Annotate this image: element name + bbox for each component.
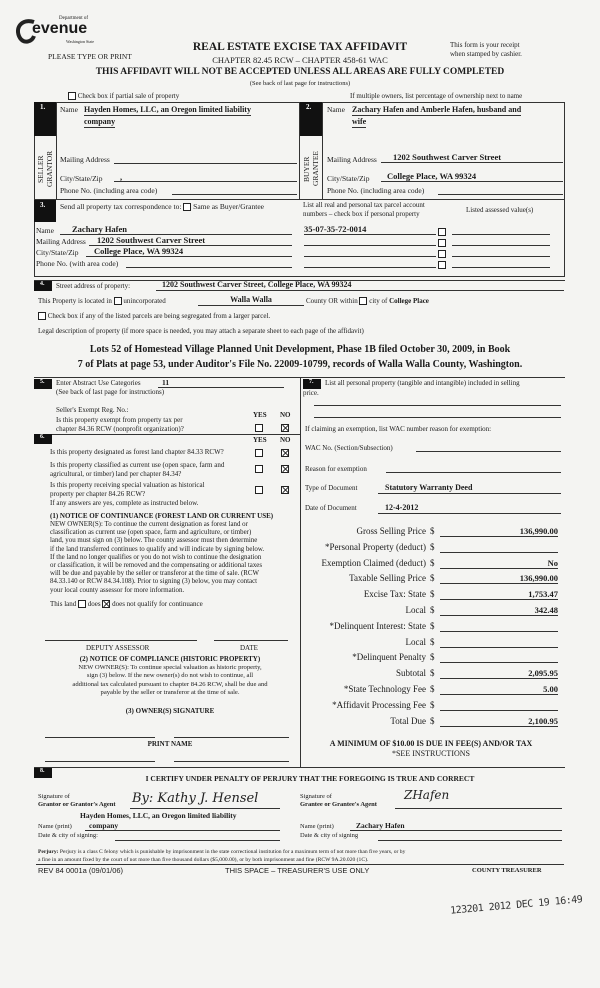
amount-row xyxy=(300,668,562,684)
form-chapter: CHAPTER 82.45 RCW – CHAPTER 458-61 WAC xyxy=(212,55,388,65)
buyer-phone-label: Phone No. (including area code) xyxy=(327,186,425,195)
notice-line: if the land transferred continues to qualify and will indicate by signing below. xyxy=(50,545,265,553)
deputy-assessor-label: DEPUTY ASSESSOR xyxy=(86,644,150,652)
buyer-grantee-label: BUYER GRANTEE xyxy=(302,151,320,187)
corr-city-label: City/State/Zip xyxy=(36,248,79,257)
unincorporated-checkbox[interactable] xyxy=(114,297,122,305)
acceptance-warning: THIS AFFIDAVIT WILL NOT BE ACCEPTED UNLESS ALL AREAS ARE FULLY COMPLETED xyxy=(95,67,505,77)
no-header: NO xyxy=(280,411,291,419)
treasurer-use-label: THIS SPACE – TREASURER'S USE ONLY xyxy=(225,866,370,875)
amount-row xyxy=(300,573,562,589)
notice-line: will be due and payable by the seller or transferor at the time of sale. (RCW xyxy=(50,570,259,578)
corr-name-label: Name xyxy=(36,226,54,235)
personal-property-checkboxes[interactable] xyxy=(438,226,446,270)
forest-land-question: Is this property designated as forest land chapter 84.33 RCW? xyxy=(50,448,224,456)
notice-compliance-text xyxy=(40,664,300,698)
grantee-signature[interactable]: ZHafen xyxy=(404,788,450,802)
amount-field[interactable] xyxy=(440,542,558,553)
amount-field[interactable]: 136,990.00 xyxy=(440,573,558,584)
amount-field[interactable]: 136,990.00 xyxy=(440,526,558,537)
does-not-checkbox[interactable] xyxy=(102,600,110,608)
currency-symbol: $ xyxy=(430,541,435,552)
seller-grantor-label: SELLER GRANTOR xyxy=(36,150,54,188)
amount-row xyxy=(300,558,562,574)
section-5-number: 5. xyxy=(34,379,52,389)
exempt-reg-label: Seller's Exempt Reg. No.: xyxy=(56,406,129,414)
segregated-checkbox[interactable]: Check box if any of the listed parcels are being segregated from a larger parcel. xyxy=(38,312,270,320)
parcel-number-field[interactable] xyxy=(304,257,436,268)
section-1-number: 1. xyxy=(34,102,56,136)
notice-line: If the land no longer qualifies or you do not wish to continue the designation xyxy=(50,553,262,561)
amount-field[interactable]: 5.00 xyxy=(440,684,558,695)
buyer-city-field[interactable]: College Place, WA 99324 xyxy=(381,171,563,182)
notice-compliance-title: (2) NOTICE OF COMPLIANCE (HISTORIC PROPERTY) xyxy=(79,655,261,663)
amount-label: *Delinquent Interest: State xyxy=(329,620,426,631)
date-label: DATE xyxy=(240,644,258,652)
current-use-no-checkbox[interactable] xyxy=(281,464,289,473)
section-3-number: 3. xyxy=(34,200,56,222)
amount-field[interactable]: 2,100.95 xyxy=(440,716,558,727)
amount-row xyxy=(300,652,562,668)
assessed-value-field[interactable] xyxy=(452,235,550,246)
buyer-mailing-label: Mailing Address xyxy=(327,155,377,164)
section-4-number: 4. xyxy=(34,281,52,291)
amount-field[interactable] xyxy=(440,652,558,663)
see-instructions-note: *SEE INSTRUCTIONS xyxy=(391,749,470,758)
exempt-no-checkbox[interactable] xyxy=(281,423,289,432)
partial-sale-checkbox[interactable]: Check box if partial sale of property xyxy=(68,92,179,100)
amount-label: Exemption Claimed (deduct) xyxy=(321,557,426,568)
section-6-number: 6. xyxy=(34,434,52,444)
amount-field[interactable] xyxy=(440,621,558,632)
assessed-value-field[interactable] xyxy=(452,257,550,268)
corr-name-field[interactable]: Zachary Hafen xyxy=(60,224,292,235)
grantor-signature[interactable]: By: Kathy J. Hensel xyxy=(132,791,259,806)
grantee-date-city-label: Date & city of signing xyxy=(300,832,359,839)
currency-symbol: $ xyxy=(430,604,435,615)
forest-yes-checkbox[interactable] xyxy=(255,448,263,457)
assessed-value-label: Listed assessed value(s) xyxy=(466,206,534,214)
seller-name-label: Name xyxy=(60,105,78,114)
amount-row xyxy=(300,716,562,732)
legal-description-line: Lots 52 of Homestead Village Planned Unit Development, Phase 1B filed October 30, 2009, in Book xyxy=(89,344,511,355)
amount-label: *Affidavit Processing Fee xyxy=(332,699,426,710)
abstract-use-field[interactable]: 11 xyxy=(158,378,284,388)
does-checkbox[interactable] xyxy=(78,600,86,608)
legal-description-label: Legal description of property (if more space is needed, you may attach a separate sheet to each page of the affidavit) xyxy=(38,327,364,335)
notice-continuance-text xyxy=(50,521,264,595)
seller-phone-label: Phone No. (including area code) xyxy=(60,186,158,195)
location-line: This Property is located in unincorporated xyxy=(38,297,166,305)
amount-label: Local xyxy=(405,636,426,647)
exemption-reason-label: Reason for exemption xyxy=(305,465,367,473)
amount-row xyxy=(300,526,562,542)
corr-mailing-field[interactable]: 1202 Southwest Carver Street xyxy=(89,235,292,246)
amount-row xyxy=(300,589,562,605)
grantor-date-city-label: Date & city of signing: xyxy=(38,832,98,839)
personal-property-label: List all personal property (tangible and intangible) included in selling xyxy=(325,379,520,387)
amount-row xyxy=(300,621,562,637)
no-header: NO xyxy=(280,436,291,444)
parcel-list-label: List all real and personal tax parcel account numbers – check box if personal property xyxy=(303,201,425,218)
forest-no-checkbox[interactable] xyxy=(281,448,289,457)
section-8-number: 8. xyxy=(34,768,52,778)
print-name-label: PRINT NAME xyxy=(147,740,193,748)
notice-line: additional tax calculated pursuant to chapter 84.26 RCW, shall be due and xyxy=(72,680,268,688)
amount-label: *Delinquent Penalty xyxy=(352,652,426,663)
assessed-value-field[interactable] xyxy=(452,246,550,257)
amount-row xyxy=(300,542,562,558)
current-use-question: Is this property classified as current use (open space, farm and agricultural, or timber) land per chapter 84.34? xyxy=(50,461,225,478)
instructions-note: (See back of last page for instructions) xyxy=(249,80,351,87)
section-7-number: 7. xyxy=(303,379,321,389)
exemption-claim-label: If claiming an exemption, list WAC number reason for exemption: xyxy=(305,425,492,433)
abstract-use-label: Enter Abstract Use Categories (See back of last page for instructions) xyxy=(56,379,165,396)
section-2-number: 2. xyxy=(300,102,322,136)
owner-signature-label: (3) OWNER(S) SIGNATURE xyxy=(125,707,215,715)
seller-mailing-field[interactable] xyxy=(114,154,297,164)
amount-label: Taxable Selling Price xyxy=(349,573,426,584)
document-date-label: Date of Document xyxy=(305,504,357,512)
buyer-phone-field[interactable] xyxy=(438,185,563,195)
same-as-buyer-checkbox[interactable] xyxy=(183,203,191,211)
notice-line: NEW OWNER(S): To continue special valuation as historic property, xyxy=(78,664,262,671)
exempt-question: Is this property exempt from property tax per chapter 84.36 RCW (nonprofit organization)? xyxy=(56,416,184,433)
city-checkbox[interactable] xyxy=(359,297,367,305)
county-field[interactable]: Walla Walla xyxy=(198,295,304,306)
seller-city-label: City/State/Zip xyxy=(60,174,103,183)
perjury-statement: Perjury: Perjury is a class C felony which is punishable by imprisonment in the state correctional institution for a maximum term of not more than five years, or by a fine in an amount fixed by the court of not more than five thousand dollars ($5,000.00), or by both imprisonment and fine (RCW 9A.20.020 (1C). xyxy=(38,849,406,863)
seller-city-field[interactable]: , xyxy=(114,172,297,182)
multiple-owners-note: If multiple owners, list percentage of ownership next to name xyxy=(350,92,523,100)
assessed-value-field[interactable] xyxy=(452,224,550,235)
amount-row xyxy=(300,700,562,716)
amount-label: Local xyxy=(405,604,426,615)
logo-text: evenue xyxy=(32,20,88,37)
street-address-field[interactable]: 1202 Southwest Carver Street, College Place, WA 99324 xyxy=(156,280,564,291)
currency-symbol: $ xyxy=(430,668,435,679)
correspondence-label: Send all property tax correspondence to: Same as Buyer/Grantee xyxy=(60,202,264,211)
amount-field[interactable]: No xyxy=(440,558,558,569)
exemption-reason-field[interactable] xyxy=(386,462,561,473)
grantor-name-field[interactable]: company xyxy=(85,821,280,831)
name-print-label: Name (print) xyxy=(38,823,72,830)
currency-symbol: $ xyxy=(430,557,435,568)
corr-mailing-label: Mailing Address xyxy=(36,237,86,246)
notice-line: 84.33.140 or RCW 84.34.108). Prior to signing (3) below, you may contact xyxy=(50,578,258,586)
yes-header: YES xyxy=(253,436,267,444)
grantee-name-field[interactable]: Zachary Hafen xyxy=(350,821,562,831)
yes-header: YES xyxy=(253,411,267,419)
historical-no-checkbox[interactable] xyxy=(281,485,289,494)
form-title: REAL ESTATE EXCISE TAX AFFIDAVIT xyxy=(192,41,408,53)
logo-text: Department of xyxy=(59,16,89,21)
amount-field[interactable]: 1,753.47 xyxy=(440,589,558,600)
amount-label: *State Technology Fee xyxy=(343,683,426,694)
continuance-qualify: This land does does not qualify for continuance xyxy=(50,600,203,608)
document-type-field[interactable]: Statutory Warranty Deed xyxy=(378,483,561,494)
corr-phone-label: Phone No. (with area code) xyxy=(36,259,119,268)
corr-phone-field[interactable] xyxy=(126,257,292,268)
notice-line: land, you must sign on (3) below. The county assessor must then determine xyxy=(50,537,258,545)
perjury-certification: I CERTIFY UNDER PENALTY OF PERJURY THAT THE FOREGOING IS TRUE AND CORRECT xyxy=(145,774,475,783)
parcel-number-field[interactable]: 35-07-35-72-0014 xyxy=(304,224,436,235)
currency-symbol: $ xyxy=(430,573,435,584)
seller-phone-field[interactable] xyxy=(172,185,297,195)
treasurer-stamp: 123201 2012 DEC 19 16:49 xyxy=(449,894,583,917)
tax-calculation-table xyxy=(300,526,562,731)
notice-line: or classification, it will be removed and the compensating or additional taxes xyxy=(50,562,263,570)
amount-field[interactable]: 2,095.95 xyxy=(440,668,558,679)
historical-yes-checkbox[interactable] xyxy=(255,485,263,494)
currency-symbol: $ xyxy=(430,636,435,647)
seller-name[interactable]: Hayden Homes, LLC, an Oregon limited liability company xyxy=(84,105,251,126)
amount-field[interactable] xyxy=(440,700,558,711)
amount-label: Gross Selling Price xyxy=(356,526,426,536)
grantor-name-line: Hayden Homes, LLC, an Oregon limited liability xyxy=(80,811,237,820)
currency-symbol: $ xyxy=(430,652,435,663)
amount-label: *Personal Property (deduct) xyxy=(325,541,426,552)
amount-label: Subtotal xyxy=(395,668,426,679)
buyer-mailing-field[interactable]: 1202 Southwest Carver Street xyxy=(381,152,563,163)
parcel-number-field[interactable] xyxy=(304,235,436,246)
wac-number-label: WAC No. (Section/Subsection) xyxy=(305,444,393,452)
exempt-yes-checkbox[interactable] xyxy=(255,423,263,432)
grantor-signature-label: Signature of Grantor or Grantor's Agent xyxy=(38,793,116,808)
amount-field[interactable]: 342.48 xyxy=(440,605,558,616)
amount-row xyxy=(300,605,562,621)
form-revision: REV 84 0001a (09/01/06) xyxy=(38,866,124,875)
buyer-name-label: Name xyxy=(327,105,345,114)
county-treasurer-label: COUNTY TREASURER xyxy=(472,867,542,874)
currency-symbol: $ xyxy=(430,715,435,726)
currency-symbol: $ xyxy=(430,699,435,710)
document-type-label: Type of Document xyxy=(305,484,358,492)
buyer-city-label: City/State/Zip xyxy=(327,174,370,183)
amount-row xyxy=(300,684,562,700)
historical-question: Is this property receiving special valuation as historical property per chapter 84.26 RCW? If any answers are yes, complete as instructed below. xyxy=(50,481,205,507)
wac-number-field[interactable] xyxy=(416,441,561,452)
amount-field[interactable] xyxy=(440,637,558,648)
dor-logo xyxy=(12,12,102,48)
notice-line: NEW OWNER(S): To continue the current designation as forest land or xyxy=(50,521,248,528)
receipt-note: This form is your receipt when stamped by cashier. xyxy=(450,41,522,58)
currency-symbol: $ xyxy=(430,620,435,631)
amount-label: Excise Tax: State xyxy=(363,589,426,600)
name-print-label: Name (print) xyxy=(300,823,334,830)
logo-text: Washington State xyxy=(66,39,95,44)
personal-property-label: price. xyxy=(303,389,319,397)
document-date-field[interactable]: 12-4-2012 xyxy=(378,503,561,514)
type-or-print: PLEASE TYPE OR PRINT xyxy=(48,52,132,61)
notice-line: your local county assessor for more information. xyxy=(50,586,185,594)
current-use-yes-checkbox[interactable] xyxy=(255,464,263,473)
seller-mailing-label: Mailing Address xyxy=(60,155,110,164)
currency-symbol: $ xyxy=(430,589,435,600)
notice-line: payable by the seller or transferor at the time of sale. xyxy=(100,689,240,697)
legal-description-line: 7 of Plats at page 53, under Auditor's File No. 22009-10799, records of Walla Walla County, Washington. xyxy=(77,359,523,370)
street-address-label: Street address of property: xyxy=(56,282,131,290)
city-within-line: County OR within city of College Place xyxy=(306,297,429,305)
buyer-name[interactable]: Zachary Hafen and Amberle Hafen, husband and wife xyxy=(352,105,522,126)
amount-label: Total Due xyxy=(390,715,426,726)
notice-continuance-title: (1) NOTICE OF CONTINUANCE (FOREST LAND OR CURRENT USE) xyxy=(50,512,274,520)
grantee-signature-label: Signature of Grantee or Grantee's Agent xyxy=(300,793,377,808)
notice-line: classification as current use (open space, farm and agriculture, or timber) xyxy=(50,529,252,537)
minimum-due-note: A MINIMUM OF $10.00 IS DUE IN FEE(S) AND/OR TAX xyxy=(329,739,533,748)
currency-symbol: $ xyxy=(430,526,435,536)
currency-symbol: $ xyxy=(430,683,435,694)
parcel-number-field[interactable] xyxy=(304,246,436,257)
notice-line: sign (3) below. If the new owner(s) do not wish to continue, all xyxy=(86,672,254,680)
amount-row xyxy=(300,637,562,653)
corr-city-field[interactable]: College Place, WA 99324 xyxy=(86,246,292,257)
